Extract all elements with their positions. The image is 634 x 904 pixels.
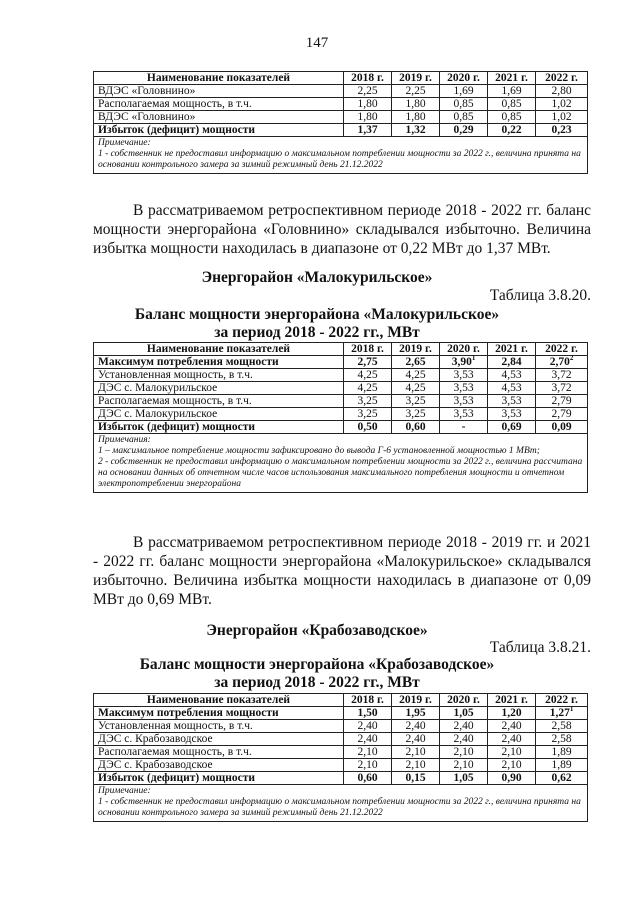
row-label: Располагаемая мощность, в т.ч. xyxy=(94,746,344,759)
power-balance-table-malokurilskoe xyxy=(93,342,588,493)
table-caption-line1: Баланс мощности энергорайона «Крабозаводское» xyxy=(139,656,495,673)
cell-value: 2,10 xyxy=(501,759,522,771)
column-header: 2020 г. xyxy=(440,343,488,356)
value-cell xyxy=(488,382,536,395)
value-cell xyxy=(536,356,588,369)
value-cell xyxy=(344,124,392,137)
cell-value: 0,69 xyxy=(501,421,522,433)
value-cell xyxy=(536,395,588,408)
cell-value: 3,53 xyxy=(453,395,474,407)
value-cell xyxy=(392,369,440,382)
table-row xyxy=(94,395,588,408)
value-cell xyxy=(344,111,392,124)
cell-value: 2,40 xyxy=(405,733,426,745)
section-heading-krabozavodskoe: Энергорайон «Крабозаводское» xyxy=(206,622,428,639)
cell-value: 0,62 xyxy=(551,772,572,784)
cell-value: 2,25 xyxy=(405,85,426,97)
value-cell xyxy=(440,111,488,124)
table-caption-line2: за период 2018 - 2022 гг., МВт xyxy=(214,324,420,341)
cell-value: 3,53 xyxy=(453,369,474,381)
cell-value: 0,23 xyxy=(551,124,572,136)
row-label: Установленная мощность, в т.ч. xyxy=(94,720,344,733)
table-row xyxy=(94,733,588,746)
note-line: 1 - собственник не предоставил информацию о максимальном потреблении мощности за 2022 г., величина принята на основании контрольного замера за зимний режимный день 21.12.2022 xyxy=(98,797,581,818)
cell-value: 1,02 xyxy=(551,111,572,123)
footnote-marker: 2 xyxy=(569,355,574,363)
power-balance-table-krabozavodskoe xyxy=(93,693,588,822)
page-number: 147 xyxy=(305,35,329,51)
cell-value: 2,75 xyxy=(357,356,378,368)
row-label: Располагаемая мощность, в т.ч. xyxy=(94,395,344,408)
value-cell xyxy=(536,733,588,746)
cell-value: 1,80 xyxy=(405,111,426,123)
row-label: ВДЭС «Головнино» xyxy=(94,111,344,124)
cell-value: 1,80 xyxy=(357,111,378,123)
row-label: Избыток (дефицит) мощности xyxy=(94,772,344,785)
value-cell xyxy=(488,356,536,369)
cell-value: 2,40 xyxy=(453,720,474,732)
column-header: 2018 г. xyxy=(344,343,392,356)
value-cell xyxy=(344,720,392,733)
value-cell xyxy=(392,408,440,421)
value-cell xyxy=(392,382,440,395)
note-line: Примечание: xyxy=(98,786,151,796)
value-cell xyxy=(536,408,588,421)
value-cell xyxy=(392,421,440,434)
value-cell xyxy=(488,746,536,759)
column-header: 2022 г. xyxy=(536,72,588,85)
cell-value: 0,85 xyxy=(453,111,474,123)
cell-value: 1,05 xyxy=(453,707,474,719)
value-cell xyxy=(392,395,440,408)
footnote-marker: 1 xyxy=(471,355,476,363)
value-cell xyxy=(392,772,440,785)
value-cell xyxy=(440,421,488,434)
column-header: 2022 г. xyxy=(536,343,588,356)
cell-value: 1,69 xyxy=(453,85,474,97)
value-cell xyxy=(392,98,440,111)
value-cell xyxy=(344,98,392,111)
column-header: Наименование показателей xyxy=(94,72,344,85)
cell-value: 3,25 xyxy=(357,395,378,407)
cell-value: 1,37 xyxy=(357,124,378,136)
column-header: 2021 г. xyxy=(488,694,536,707)
cell-value: 3,53 xyxy=(501,408,522,420)
cell-value: 2,80 xyxy=(551,85,572,97)
cell-value: 2,10 xyxy=(453,746,474,758)
value-cell xyxy=(440,759,488,772)
row-label: ВДЭС «Головнино» xyxy=(94,85,344,98)
value-cell xyxy=(344,382,392,395)
cell-value: 3,25 xyxy=(405,395,426,407)
column-header: 2019 г. xyxy=(392,694,440,707)
note-line: 1 - собственник не предоставил информацию о максимальном потреблении мощности за 2022 г., величина принята на основании контрольного замера за зимний режимный день 21.12.2022 xyxy=(98,149,581,170)
value-cell xyxy=(536,124,588,137)
cell-value: 0,85 xyxy=(501,111,522,123)
cell-value: 4,25 xyxy=(357,382,378,394)
cell-value: 1,89 xyxy=(551,759,572,771)
cell-value: 1,05 xyxy=(453,772,474,784)
cell-value: 4,53 xyxy=(501,382,522,394)
value-cell xyxy=(488,124,536,137)
column-header: 2019 г. xyxy=(392,72,440,85)
column-header: 2022 г. xyxy=(536,694,588,707)
column-header: 2020 г. xyxy=(440,694,488,707)
cell-value: 1,20 xyxy=(501,707,522,719)
table-number-3-8-21: Таблица 3.8.21. xyxy=(489,639,591,656)
cell-value: 1,80 xyxy=(405,98,426,110)
table-row xyxy=(94,111,588,124)
cell-value: 0,15 xyxy=(405,772,426,784)
table-notes xyxy=(94,434,588,493)
cell-value: 1,89 xyxy=(551,746,572,758)
cell-value: 3,72 xyxy=(551,382,572,394)
note-line: Примечание: xyxy=(98,138,151,148)
cell-value: 1,69 xyxy=(501,85,522,97)
value-cell xyxy=(536,369,588,382)
value-cell xyxy=(440,395,488,408)
cell-value: 1,95 xyxy=(405,707,426,719)
cell-value: 3,53 xyxy=(453,382,474,394)
cell-value: 2,10 xyxy=(357,746,378,758)
power-balance-table-golovnino xyxy=(93,71,588,174)
value-cell xyxy=(440,382,488,395)
value-cell xyxy=(488,759,536,772)
value-cell xyxy=(392,733,440,746)
cell-value: 0,90 xyxy=(501,772,522,784)
value-cell xyxy=(440,772,488,785)
paragraph-golovnino: В рассматриваемом ретроспективном периоде 2018 - 2022 гг. баланс мощности энергорайона «Головнино» складывался избыточно. Величина избытка мощности находилась в диапазоне от 0,22 МВт до 1,37 МВт. xyxy=(93,202,591,257)
value-cell xyxy=(344,733,392,746)
value-cell xyxy=(488,772,536,785)
value-cell xyxy=(536,759,588,772)
column-header: 2021 г. xyxy=(488,343,536,356)
value-cell xyxy=(536,707,588,720)
cell-value: 1,80 xyxy=(357,98,378,110)
note-line: Примечания: xyxy=(98,435,151,445)
note-line: 1 – максимальное потребление мощности зафиксировано до вывода Г-6 установленной мощностью 1 МВт; xyxy=(98,446,540,456)
header-row xyxy=(94,694,588,707)
cell-value: 2,40 xyxy=(501,720,522,732)
value-cell xyxy=(344,85,392,98)
value-cell xyxy=(392,707,440,720)
notes-row xyxy=(94,434,588,493)
cell-value: 2,65 xyxy=(405,356,426,368)
cell-value: 2,10 xyxy=(357,759,378,771)
value-cell xyxy=(440,720,488,733)
value-cell xyxy=(536,421,588,434)
value-cell xyxy=(344,759,392,772)
row-label: Максимум потребления мощности xyxy=(94,707,344,720)
cell-value: 3,25 xyxy=(405,408,426,420)
cell-value: 2,70 xyxy=(549,356,570,368)
row-label: ДЭС с. Малокурильское xyxy=(94,408,344,421)
cell-value: 1,32 xyxy=(405,124,426,136)
cell-value: 0,09 xyxy=(551,421,572,433)
cell-value: 2,40 xyxy=(453,733,474,745)
header-row xyxy=(94,72,588,85)
table-row xyxy=(94,356,588,369)
value-cell xyxy=(536,111,588,124)
table-row xyxy=(94,746,588,759)
notes-row xyxy=(94,137,588,174)
cell-value: 2,10 xyxy=(405,759,426,771)
table-notes xyxy=(94,785,588,822)
cell-value: 1,02 xyxy=(551,98,572,110)
column-header: Наименование показателей xyxy=(94,343,344,356)
cell-value: 0,85 xyxy=(453,98,474,110)
table-row xyxy=(94,408,588,421)
value-cell xyxy=(344,746,392,759)
cell-value: 0,85 xyxy=(501,98,522,110)
cell-value: 1,50 xyxy=(357,707,378,719)
value-cell xyxy=(392,746,440,759)
paragraph-malokurilskoe: В рассматриваемом ретроспективном периоде 2018 - 2019 гг. и 2021 - 2022 гг. баланс мощности энергорайона «Малокурильское» складывался избыточно. Величина избытка мощности находилась в диапазоне от 0,09 МВт до 0,69 МВт. xyxy=(93,534,591,608)
row-label: Установленная мощность, в т.ч. xyxy=(94,369,344,382)
cell-value: 2,40 xyxy=(501,733,522,745)
section-heading-malokurilskoe: Энергорайон «Малокурильское» xyxy=(201,269,433,286)
value-cell xyxy=(488,111,536,124)
value-cell xyxy=(488,98,536,111)
table-row xyxy=(94,85,588,98)
cell-value: 2,58 xyxy=(551,733,572,745)
row-label: Избыток (дефицит) мощности xyxy=(94,124,344,137)
cell-value: 4,25 xyxy=(405,382,426,394)
value-cell xyxy=(344,772,392,785)
cell-value: 3,25 xyxy=(357,408,378,420)
column-header: Наименование показателей xyxy=(94,694,344,707)
table-row xyxy=(94,421,588,434)
cell-value: 0,29 xyxy=(453,124,474,136)
cell-value: 0,50 xyxy=(357,421,378,433)
cell-value: 1,27 xyxy=(549,707,570,719)
value-cell xyxy=(536,98,588,111)
table-row xyxy=(94,98,588,111)
cell-value: 4,25 xyxy=(357,369,378,381)
row-label: ДЭС с. Крабозаводское xyxy=(94,733,344,746)
value-cell xyxy=(392,111,440,124)
table-row xyxy=(94,720,588,733)
row-label: Максимум потребления мощности xyxy=(94,356,344,369)
cell-value: 4,25 xyxy=(405,369,426,381)
value-cell xyxy=(344,356,392,369)
column-header: 2021 г. xyxy=(488,72,536,85)
column-header: 2019 г. xyxy=(392,343,440,356)
value-cell xyxy=(488,421,536,434)
value-cell xyxy=(440,408,488,421)
cell-value: 2,40 xyxy=(405,720,426,732)
value-cell xyxy=(344,408,392,421)
table-row xyxy=(94,759,588,772)
value-cell xyxy=(536,772,588,785)
value-cell xyxy=(440,733,488,746)
value-cell xyxy=(440,85,488,98)
footnote-marker: 1 xyxy=(569,706,574,714)
value-cell xyxy=(392,720,440,733)
table-row xyxy=(94,124,588,137)
value-cell xyxy=(488,720,536,733)
cell-value: - xyxy=(461,421,466,433)
value-cell xyxy=(440,124,488,137)
cell-value: 3,53 xyxy=(501,395,522,407)
cell-value: 2,10 xyxy=(405,746,426,758)
cell-value: 4,53 xyxy=(501,369,522,381)
value-cell xyxy=(536,720,588,733)
cell-value: 2,58 xyxy=(551,720,572,732)
cell-value: 0,22 xyxy=(501,124,522,136)
column-header: 2018 г. xyxy=(344,72,392,85)
row-label: ДЭС с. Малокурильское xyxy=(94,382,344,395)
cell-value: 3,72 xyxy=(551,369,572,381)
cell-value: 3,53 xyxy=(453,408,474,420)
cell-value: 2,25 xyxy=(357,85,378,97)
column-header: 2020 г. xyxy=(440,72,488,85)
row-label: Располагаемая мощность, в т.ч. xyxy=(94,98,344,111)
value-cell xyxy=(392,356,440,369)
value-cell xyxy=(488,408,536,421)
value-cell xyxy=(344,369,392,382)
cell-value: 2,40 xyxy=(357,720,378,732)
value-cell xyxy=(488,707,536,720)
cell-value: 2,10 xyxy=(501,746,522,758)
row-label: ДЭС с. Крабозаводское xyxy=(94,759,344,772)
value-cell xyxy=(536,85,588,98)
cell-value: 2,79 xyxy=(551,408,572,420)
value-cell xyxy=(488,395,536,408)
value-cell xyxy=(344,707,392,720)
value-cell xyxy=(392,85,440,98)
value-cell xyxy=(488,85,536,98)
header-row xyxy=(94,343,588,356)
value-cell xyxy=(440,707,488,720)
cell-value: 2,10 xyxy=(453,759,474,771)
value-cell xyxy=(440,369,488,382)
table-row xyxy=(94,369,588,382)
value-cell xyxy=(440,98,488,111)
cell-value: 0,60 xyxy=(405,421,426,433)
value-cell xyxy=(440,746,488,759)
value-cell xyxy=(392,124,440,137)
value-cell xyxy=(536,382,588,395)
column-header: 2018 г. xyxy=(344,694,392,707)
row-label: Избыток (дефицит) мощности xyxy=(94,421,344,434)
notes-row xyxy=(94,785,588,822)
cell-value: 3,90 xyxy=(451,356,472,368)
cell-value: 0,60 xyxy=(357,772,378,784)
value-cell xyxy=(488,733,536,746)
value-cell xyxy=(344,421,392,434)
table-number-3-8-20: Таблица 3.8.20. xyxy=(489,287,591,304)
value-cell xyxy=(392,759,440,772)
value-cell xyxy=(536,746,588,759)
value-cell xyxy=(344,395,392,408)
cell-value: 2,84 xyxy=(501,356,522,368)
table-notes xyxy=(94,137,588,174)
table-row xyxy=(94,707,588,720)
table-row xyxy=(94,772,588,785)
value-cell xyxy=(440,356,488,369)
note-line: 2 - собственник не предоставил информацию о максимальном потреблении мощности за 2022 г., величина рассчитана на основании данных об отчетном числе часов использования максимального потребления мощности и отчетном электропотреблении энергорайона xyxy=(98,457,583,489)
table-caption-line2: за период 2018 - 2022 гг., МВт xyxy=(214,674,420,691)
table-caption-line1: Баланс мощности энергорайона «Малокурильское» xyxy=(134,306,500,323)
cell-value: 2,79 xyxy=(551,395,572,407)
value-cell xyxy=(488,369,536,382)
cell-value: 2,40 xyxy=(357,733,378,745)
table-row xyxy=(94,382,588,395)
